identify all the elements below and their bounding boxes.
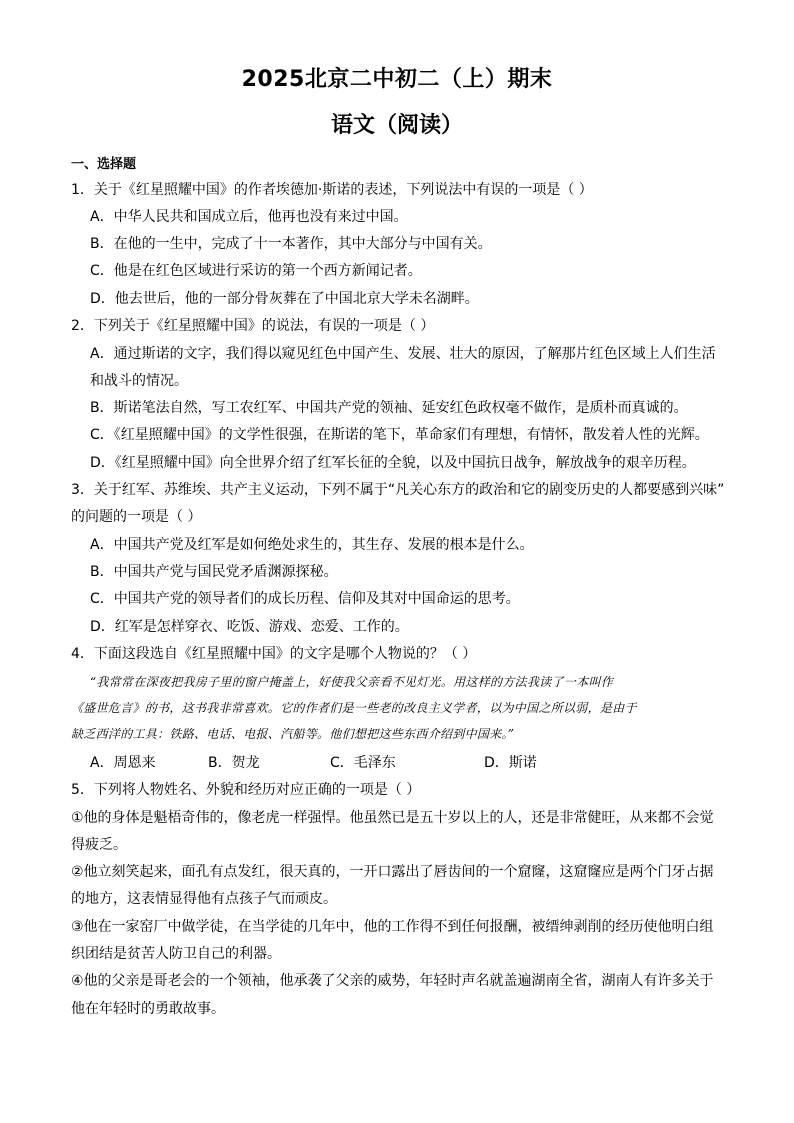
question-2-option-b: B．斯诺笔法自然，写工农红军、中国共产党的领袖、延安红色政权毫不做作，是质朴而真诚的。 xyxy=(90,400,688,416)
question-2-option-a-continued: 和战斗的情况。 xyxy=(90,373,188,389)
section-heading: 一、选择题 xyxy=(71,157,137,172)
question-5-item-3-continued: 织团结是贫苦人防卫自己的利器。 xyxy=(71,946,281,962)
question-4-quote-line: “我常常在深夜把我房子里的窗户掩盖上，好使我父亲看不见灯光。用这样的方法我读了一本叫作 xyxy=(90,675,614,689)
page-subtitle: 语文（阅读） xyxy=(330,113,463,138)
question-5-item-1: ①他的身体是魁梧奇伟的，像老虎一样强悍。他虽然已是五十岁以上的人，还是非常健旺，从来都不会觉 xyxy=(71,810,714,826)
question-2-option-a: A．通过斯诺的文字，我们得以窥见红色中国产生、发展、壮大的原因，了解那片红色区域上人们生活 xyxy=(90,346,716,362)
question-3-option-a: A．中国共产党及红军是如何绝处求生的，其生存、发展的根本是什么。 xyxy=(90,537,534,553)
question-5-item-1-continued: 得疲乏。 xyxy=(71,837,127,853)
question-4-quote-line: 《盛世危言》的书，这书我非常喜欢。它的作者们是一些老的改良主义学者，以为中国之所以弱，是由于 xyxy=(71,701,637,715)
question-4-option-b: B．贺龙 xyxy=(208,755,260,771)
question-3-stem: 3．关于红军、苏维埃、共产主义运动，下列不属于“凡关心东方的政治和它的剧变历史的人都要感到兴味” xyxy=(71,482,725,498)
question-5-item-3: ③他在一家窑厂中做学徒，在当学徒的几年中，他的工作得不到任何报酬，被缙绅剥削的经历使他明白组 xyxy=(71,919,714,935)
question-5-stem: 5．下列将人物姓名、外貌和经历对应正确的一项是（ ） xyxy=(71,782,421,798)
question-3-option-c: C．中国共产党的领导者们的成长历程、信仰及其对中国命运的思考。 xyxy=(90,591,520,607)
question-2-option-d: D．《红星照耀中国》向全世界介绍了红军长征的全貌，以及中国抗日战争，解放战争的艰辛历程。 xyxy=(90,455,696,471)
question-4-quote-line: 缺乏西洋的工具：铁路、电话、电报、汽船等。他们想把这些东西介绍到中国来。” xyxy=(71,727,515,741)
question-2-option-c: C．《红星照耀中国》的文学性很强，在斯诺的笔下，革命家们有理想，有情怀，散发着人性的光辉。 xyxy=(90,427,709,443)
question-1-option-d: D．他去世后，他的一部分骨灰葬在了中国北京大学未名湖畔。 xyxy=(90,291,479,307)
question-3-option-d: D．红军是怎样穿衣、吃饭、游戏、恋爱、工作的。 xyxy=(90,619,409,635)
question-1-option-a: A．中华人民共和国成立后，他再也没有来过中国。 xyxy=(90,209,408,225)
question-1-option-c: C．他是在红色区域进行采访的第一个西方新闻记者。 xyxy=(90,263,422,279)
question-4-option-a: A．周恩来 xyxy=(90,755,156,771)
question-3-option-b: B．中国共产党与国民党矛盾渊源探秘。 xyxy=(90,564,338,580)
question-1-stem: 1．关于《红星照耀中国》的作者埃德加·斯诺的表述，下列说法中有误的一项是（ ） xyxy=(71,182,593,198)
question-5-item-2: ②他立刻笑起来，面孔有点发红，很天真的，一开口露出了唇齿间的一个窟窿，这窟窿应是两个门牙占据 xyxy=(71,864,714,880)
question-5-item-4: ④他的父亲是哥老会的一个领袖，他承袭了父亲的威势，年轻时声名就盖遍湖南全省，湖南人有许多关于 xyxy=(71,973,714,989)
question-4-stem: 4．下面这段选自《红星照耀中国》的文字是哪个人物说的？（ ） xyxy=(71,646,477,662)
question-2-stem: 2．下列关于《红星照耀中国》的说法，有误的一项是（ ） xyxy=(71,318,435,334)
page-title: 2025北京二中初二（上）期末 xyxy=(241,67,553,92)
question-5-item-4-continued: 他在年轻时的勇敢故事。 xyxy=(71,1001,225,1017)
question-3-stem-continued: 的问题的一项是（ ） xyxy=(71,509,202,525)
question-5-item-2-continued: 的地方，这表情显得他有点孩子气而顽皮。 xyxy=(71,891,337,907)
question-4-option-c: C．毛泽东 xyxy=(330,755,396,771)
question-4-option-d: D．斯诺 xyxy=(484,755,537,771)
question-1-option-b: B．在他的一生中，完成了十一本著作，其中大部分与中国有关。 xyxy=(90,236,492,252)
